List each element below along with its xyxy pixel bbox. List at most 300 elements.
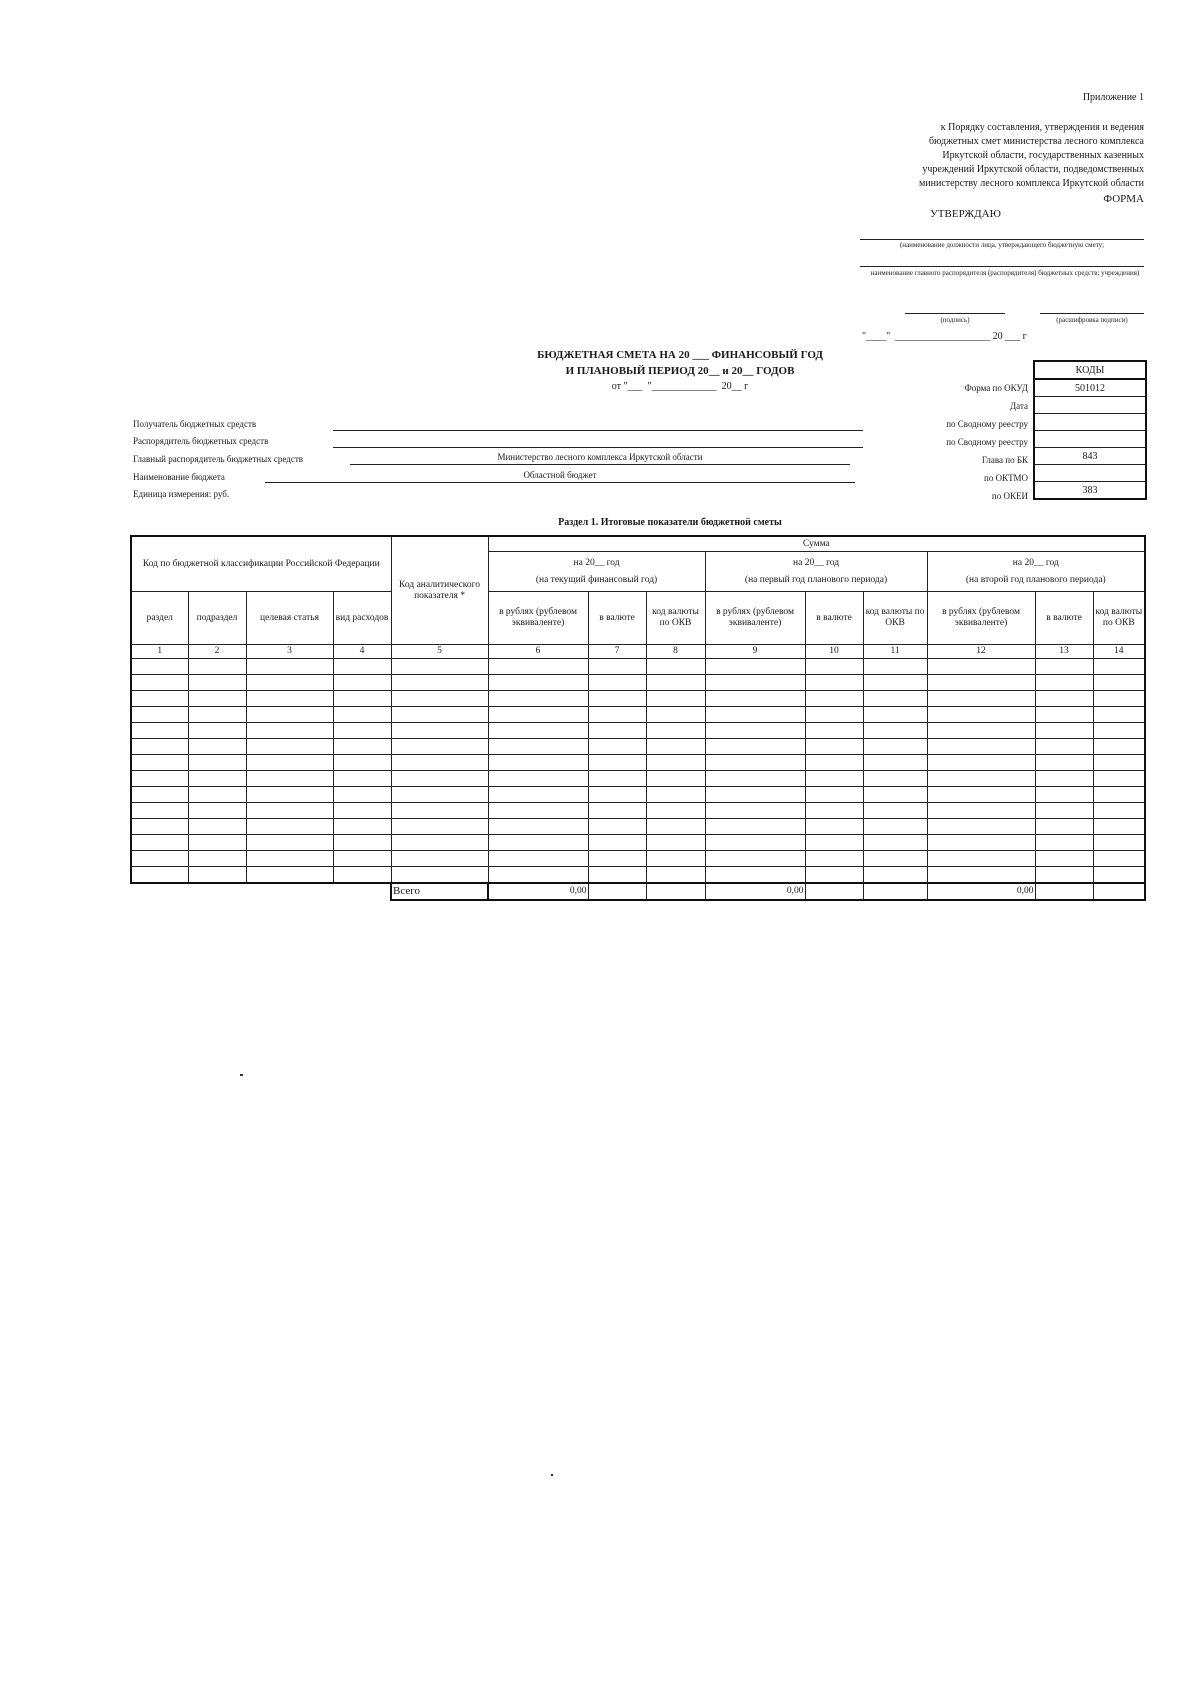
table-cell xyxy=(705,867,805,884)
table-cell xyxy=(927,851,1035,867)
table-body xyxy=(131,659,1145,884)
table-cell xyxy=(927,771,1035,787)
table-cell xyxy=(646,787,705,803)
table-cell xyxy=(333,755,391,771)
table-cell xyxy=(188,803,246,819)
table-cell xyxy=(588,867,646,884)
table-cell xyxy=(646,819,705,835)
doc-date: от "___ "_____________ 20__ г xyxy=(611,381,749,392)
table-cell xyxy=(927,723,1035,739)
table-cell xyxy=(333,867,391,884)
table-cell xyxy=(246,755,333,771)
table-cell xyxy=(705,787,805,803)
appendix-line: к Порядку составления, утверждения и ведения xyxy=(940,122,1144,133)
appendix-line: учреждений Иркутской области, подведомственных xyxy=(922,164,1144,175)
codes-date xyxy=(1034,397,1146,414)
signature-caption: (подпись) xyxy=(940,316,970,324)
table-cell xyxy=(863,851,927,867)
table-cell xyxy=(805,707,863,723)
header-year-2-sub: (на первый год планового периода) xyxy=(744,574,888,585)
table-cell xyxy=(488,723,588,739)
col-type: вид расходов xyxy=(333,592,391,645)
table-cell xyxy=(1093,659,1145,675)
table-cell xyxy=(488,819,588,835)
table-cell xyxy=(391,707,488,723)
table-row xyxy=(131,835,1145,851)
table-cell xyxy=(1035,739,1093,755)
table-cell xyxy=(131,723,188,739)
col-number: 9 xyxy=(705,645,805,659)
table-cell xyxy=(927,691,1035,707)
codes-label-oktmo: по ОКТМО xyxy=(984,473,1028,483)
table-cell xyxy=(588,787,646,803)
table-row xyxy=(131,771,1145,787)
table-cell xyxy=(488,675,588,691)
appendix-line: министерству лесного комплекса Иркутской области xyxy=(918,178,1144,189)
table-cell xyxy=(131,675,188,691)
table-cell xyxy=(131,851,188,867)
approval-date: "____" ___________________ 20 ___ г xyxy=(862,331,1027,342)
table-cell xyxy=(646,755,705,771)
table-cell xyxy=(391,803,488,819)
total-spacer xyxy=(131,883,188,900)
table-row xyxy=(131,867,1145,884)
total-value-2: 0,00 xyxy=(705,883,805,900)
budget-name-label: Наименование бюджета xyxy=(133,472,225,482)
table-cell xyxy=(705,723,805,739)
table-cell xyxy=(805,723,863,739)
table-cell xyxy=(705,835,805,851)
table-cell xyxy=(333,707,391,723)
header-year-1-title: на 20__ год xyxy=(573,557,620,568)
appendix-text xyxy=(840,121,1144,191)
table-cell xyxy=(246,851,333,867)
table-cell xyxy=(246,787,333,803)
header-year-1-sub: (на текущий финансовый год) xyxy=(535,574,658,585)
table-cell xyxy=(333,675,391,691)
table-cell xyxy=(927,659,1035,675)
table-cell xyxy=(246,675,333,691)
decoding-line xyxy=(1040,313,1144,314)
table-cell xyxy=(391,723,488,739)
col-currency-2: в валюте xyxy=(805,592,863,645)
table-cell xyxy=(1093,755,1145,771)
table-cell xyxy=(805,739,863,755)
header-year-3-title: на 20__ год xyxy=(1012,557,1059,568)
budget-name-line xyxy=(265,482,855,483)
table-cell xyxy=(588,691,646,707)
table-cell xyxy=(863,755,927,771)
col-number: 1 xyxy=(131,645,188,659)
table-cell xyxy=(646,739,705,755)
table-cell xyxy=(131,803,188,819)
table-cell xyxy=(333,691,391,707)
manager-line xyxy=(333,447,863,448)
table-cell xyxy=(188,691,246,707)
header-year-2-title: на 20__ год xyxy=(793,557,840,568)
table-cell xyxy=(1035,803,1093,819)
table-cell xyxy=(805,659,863,675)
table-cell xyxy=(488,707,588,723)
col-number: 14 xyxy=(1093,645,1145,659)
total-spacer xyxy=(333,883,391,900)
doc-title-1: БЮДЖЕТНАЯ СМЕТА НА 20 ___ ФИНАНСОВЫЙ ГОД xyxy=(537,349,823,361)
table-cell xyxy=(646,771,705,787)
total-okv-3 xyxy=(1093,883,1145,900)
col-target: целевая статья xyxy=(246,592,333,645)
signature-line xyxy=(905,313,1005,314)
table-cell xyxy=(391,835,488,851)
col-number: 4 xyxy=(333,645,391,659)
table-cell xyxy=(1093,835,1145,851)
table-cell xyxy=(131,787,188,803)
table-cell xyxy=(391,851,488,867)
total-label: Всего xyxy=(391,883,488,900)
chief-manager-value: Министерство лесного комплекса Иркутской области xyxy=(497,452,703,462)
approval-title: УТВЕРЖДАЮ xyxy=(930,208,1001,220)
col-number: 7 xyxy=(588,645,646,659)
table-cell xyxy=(863,803,927,819)
table-cell xyxy=(488,771,588,787)
table-cell xyxy=(588,803,646,819)
table-cell xyxy=(391,755,488,771)
table-cell xyxy=(705,851,805,867)
table-row xyxy=(131,707,1145,723)
doc-title-2: И ПЛАНОВЫЙ ПЕРИОД 20__ и 20__ ГОДОВ xyxy=(565,365,795,377)
table-cell xyxy=(246,803,333,819)
table-cell xyxy=(391,691,488,707)
table-cell xyxy=(391,819,488,835)
table-cell xyxy=(588,723,646,739)
table-cell xyxy=(391,867,488,884)
table-row xyxy=(131,739,1145,755)
table-cell xyxy=(391,659,488,675)
table-cell xyxy=(705,707,805,723)
table-cell xyxy=(488,835,588,851)
table-row xyxy=(131,755,1145,771)
table-cell xyxy=(1093,851,1145,867)
table-cell xyxy=(333,787,391,803)
table-row xyxy=(131,819,1145,835)
table-cell xyxy=(246,691,333,707)
codes-bk: 843 xyxy=(1034,448,1146,465)
col-number: 6 xyxy=(488,645,588,659)
table-row xyxy=(131,659,1145,675)
table-cell xyxy=(188,755,246,771)
table-cell xyxy=(805,675,863,691)
header-year-3-sub: (на второй год планового периода) xyxy=(965,574,1106,585)
table-cell xyxy=(705,691,805,707)
table-cell xyxy=(1093,723,1145,739)
unit-label: Единица измерения: руб. xyxy=(133,489,230,499)
table-cell xyxy=(1093,787,1145,803)
table-row xyxy=(131,851,1145,867)
table-cell xyxy=(1035,787,1093,803)
table-cell xyxy=(188,659,246,675)
table-cell xyxy=(333,851,391,867)
table-cell xyxy=(131,819,188,835)
codes-label-bk: Глава по БК xyxy=(981,455,1028,465)
table-cell xyxy=(1035,819,1093,835)
table-cell xyxy=(131,659,188,675)
table-cell xyxy=(1035,835,1093,851)
table-cell xyxy=(188,707,246,723)
table-cell xyxy=(927,803,1035,819)
col-number: 11 xyxy=(863,645,927,659)
table-cell xyxy=(188,787,246,803)
total-value-1: 0,00 xyxy=(488,883,588,900)
table-cell xyxy=(333,659,391,675)
table-cell xyxy=(488,867,588,884)
total-currency-1 xyxy=(588,883,646,900)
table-cell xyxy=(863,819,927,835)
table-cell xyxy=(863,659,927,675)
table-cell xyxy=(646,835,705,851)
table-cell xyxy=(805,691,863,707)
table-cell xyxy=(333,771,391,787)
table-cell xyxy=(863,787,927,803)
codes-label-okud: Форма по ОКУД xyxy=(964,383,1028,393)
codes-header: КОДЫ xyxy=(1034,361,1146,379)
table-cell xyxy=(188,675,246,691)
table-cell xyxy=(391,787,488,803)
table-cell xyxy=(1035,707,1093,723)
table-cell xyxy=(131,755,188,771)
table-cell xyxy=(927,835,1035,851)
table-cell xyxy=(863,867,927,884)
table-cell xyxy=(1093,691,1145,707)
table-cell xyxy=(1093,819,1145,835)
table-cell xyxy=(1093,675,1145,691)
table-cell xyxy=(246,723,333,739)
table-cell xyxy=(188,723,246,739)
table-cell xyxy=(131,771,188,787)
col-subsection: подраздел xyxy=(188,592,246,645)
decoding-caption: (расшифровка подписи) xyxy=(1056,316,1128,324)
table-cell xyxy=(333,803,391,819)
table-cell xyxy=(1093,867,1145,884)
total-value-3: 0,00 xyxy=(927,883,1035,900)
col-number: 2 xyxy=(188,645,246,659)
codes-oktmo xyxy=(1034,465,1146,482)
manager-label: Распорядитель бюджетных средств xyxy=(133,436,269,446)
table-cell xyxy=(1093,771,1145,787)
table-cell xyxy=(246,707,333,723)
table-cell xyxy=(246,659,333,675)
table-cell xyxy=(863,835,927,851)
col-number: 5 xyxy=(391,645,488,659)
table-cell xyxy=(805,851,863,867)
header-analytic-code: Код аналитического показателя * xyxy=(391,536,488,645)
col-currency-3: в валюте xyxy=(1035,592,1093,645)
table-cell xyxy=(131,739,188,755)
table-cell xyxy=(646,675,705,691)
table-cell xyxy=(863,675,927,691)
table-cell xyxy=(805,787,863,803)
table-cell xyxy=(1093,739,1145,755)
table-cell xyxy=(588,659,646,675)
table-cell xyxy=(1035,723,1093,739)
codes-registry-1 xyxy=(1034,414,1146,431)
table-cell xyxy=(927,739,1035,755)
appendix-line: бюджетных смет министерства лесного комплекса xyxy=(928,136,1144,147)
table-cell xyxy=(805,771,863,787)
approval-position-line xyxy=(860,239,1144,240)
col-number: 12 xyxy=(927,645,1035,659)
codes-okei: 383 xyxy=(1034,482,1146,500)
table-cell xyxy=(1093,803,1145,819)
table-row xyxy=(131,723,1145,739)
total-spacer xyxy=(188,883,246,900)
table-cell xyxy=(333,835,391,851)
header-year-1 xyxy=(488,552,705,592)
table-cell xyxy=(246,835,333,851)
table-cell xyxy=(1035,851,1093,867)
table-cell xyxy=(488,787,588,803)
col-section: раздел xyxy=(131,592,188,645)
table-cell xyxy=(488,659,588,675)
table-cell xyxy=(646,803,705,819)
col-number: 13 xyxy=(1035,645,1093,659)
table-cell xyxy=(927,755,1035,771)
table-cell xyxy=(246,771,333,787)
table-cell xyxy=(927,675,1035,691)
codes-label-registry-2: по Сводному реестру xyxy=(946,437,1028,447)
table-cell xyxy=(863,723,927,739)
table-cell xyxy=(705,803,805,819)
table-cell xyxy=(863,739,927,755)
col-rub-3: в рублях (рублевом эквиваленте) xyxy=(927,592,1035,645)
table-cell xyxy=(588,851,646,867)
approval-org-line xyxy=(860,266,1144,267)
table-cell xyxy=(705,755,805,771)
total-spacer xyxy=(246,883,333,900)
table-cell xyxy=(1035,755,1093,771)
table-row xyxy=(131,691,1145,707)
table-cell xyxy=(188,851,246,867)
total-currency-2 xyxy=(805,883,863,900)
table-cell xyxy=(188,867,246,884)
appendix-line: Иркутской области, государственных казенных xyxy=(942,150,1144,161)
table-cell xyxy=(705,771,805,787)
table-cell xyxy=(131,867,188,884)
col-rub-2: в рублях (рублевом эквиваленте) xyxy=(705,592,805,645)
table-cell xyxy=(927,867,1035,884)
table-cell xyxy=(488,739,588,755)
table-cell xyxy=(588,755,646,771)
table-cell xyxy=(488,691,588,707)
table-cell xyxy=(1035,771,1093,787)
chief-manager-line xyxy=(350,464,850,465)
table-row xyxy=(131,803,1145,819)
table-row xyxy=(131,675,1145,691)
scan-speck xyxy=(551,1474,553,1476)
table-cell xyxy=(588,675,646,691)
table-cell xyxy=(646,851,705,867)
table-cell xyxy=(805,867,863,884)
col-okv-3: код валюты по ОКВ xyxy=(1093,592,1145,645)
header-year-2 xyxy=(705,552,927,592)
col-number: 10 xyxy=(805,645,863,659)
table-cell xyxy=(805,819,863,835)
table-cell xyxy=(805,835,863,851)
codes-table xyxy=(1033,360,1147,500)
table-cell xyxy=(131,835,188,851)
table-cell xyxy=(131,691,188,707)
table-cell xyxy=(246,819,333,835)
table-cell xyxy=(333,723,391,739)
header-code-group: Код по бюджетной классификации Российской Федерации xyxy=(131,536,391,592)
table-cell xyxy=(1035,867,1093,884)
total-okv-1 xyxy=(646,883,705,900)
codes-label-okei: по ОКЕИ xyxy=(991,491,1028,501)
table-cell xyxy=(805,803,863,819)
table-cell xyxy=(705,659,805,675)
col-number: 8 xyxy=(646,645,705,659)
table-cell xyxy=(391,675,488,691)
table-cell xyxy=(188,819,246,835)
chief-manager-label: Главный распорядитель бюджетных средств xyxy=(133,454,303,464)
table-cell xyxy=(488,851,588,867)
table-cell xyxy=(863,691,927,707)
form-label: ФОРМА xyxy=(1103,193,1144,205)
table-cell xyxy=(805,755,863,771)
table-cell xyxy=(1035,659,1093,675)
table-cell xyxy=(588,819,646,835)
table-cell xyxy=(391,771,488,787)
table-cell xyxy=(646,691,705,707)
codes-registry-2 xyxy=(1034,431,1146,448)
table-cell xyxy=(188,835,246,851)
table-cell xyxy=(333,739,391,755)
table-cell xyxy=(488,755,588,771)
table-cell xyxy=(646,707,705,723)
table-cell xyxy=(588,771,646,787)
table-cell xyxy=(705,819,805,835)
budget-table xyxy=(130,535,1146,901)
table-cell xyxy=(863,707,927,723)
table-cell xyxy=(188,739,246,755)
col-number: 3 xyxy=(246,645,333,659)
table-cell xyxy=(246,739,333,755)
table-cell xyxy=(927,707,1035,723)
table-cell xyxy=(927,819,1035,835)
approval-position-caption: (наименование должности лица, утверждающего бюджетную смету; xyxy=(899,241,1105,249)
codes-label-date: Дата xyxy=(1010,401,1028,411)
header-year-3 xyxy=(927,552,1145,592)
table-cell xyxy=(588,707,646,723)
codes-label-registry-1: по Сводному реестру xyxy=(946,419,1028,429)
budget-name-value: Областной бюджет xyxy=(523,470,597,480)
codes-okud: 501012 xyxy=(1034,379,1146,397)
table-cell xyxy=(646,659,705,675)
table-cell xyxy=(188,771,246,787)
table-cell xyxy=(705,739,805,755)
table-cell xyxy=(333,819,391,835)
table-cell xyxy=(646,723,705,739)
recipient-line xyxy=(333,430,863,431)
table-row xyxy=(131,787,1145,803)
table-cell xyxy=(588,739,646,755)
total-currency-3 xyxy=(1035,883,1093,900)
table-cell xyxy=(131,707,188,723)
col-okv-2: код валюты по ОКВ xyxy=(863,592,927,645)
table-cell xyxy=(488,803,588,819)
table-cell xyxy=(588,835,646,851)
approval-org-caption: наименование главного распорядителя (распорядителя) бюджетных средств; учреждения) xyxy=(870,269,1140,277)
col-rub-1: в рублях (рублевом эквиваленте) xyxy=(488,592,588,645)
table-cell xyxy=(1035,675,1093,691)
